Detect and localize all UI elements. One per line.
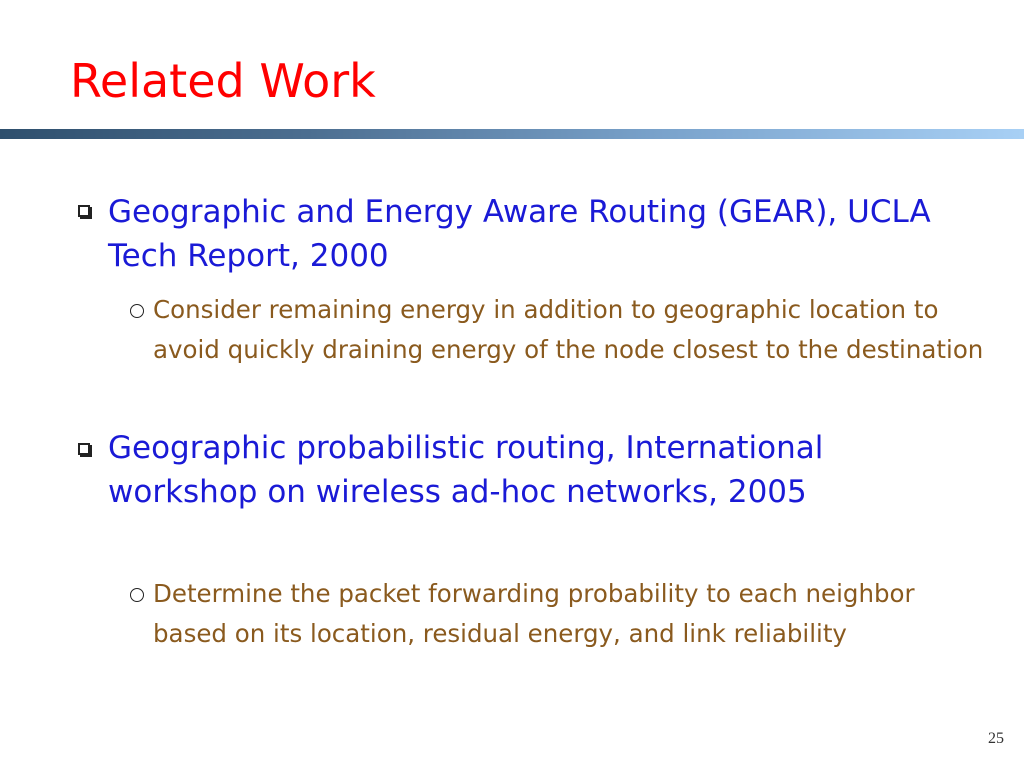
sub-bullet-text: Determine the packet forwarding probability to each neighbor based on its location, residual energy, and link reliability xyxy=(153,579,915,648)
bullet-text: Geographic and Energy Aware Routing (GEAR), UCLA Tech Report, 2000 xyxy=(108,194,931,274)
circle-bullet-icon xyxy=(130,588,144,602)
sub-bullet-text: Consider remaining energy in addition to geographic location to avoid quickly draining energy of the node closest to the destination xyxy=(153,295,984,364)
square-bullet-icon xyxy=(78,205,90,217)
slide-title: Related Work xyxy=(70,54,376,108)
square-bullet-icon xyxy=(78,443,90,455)
page-number: 25 xyxy=(988,730,1004,747)
bullet-text: Geographic probabilistic routing, International workshop on wireless ad-hoc networks, 2005 xyxy=(108,430,824,510)
circle-bullet-icon xyxy=(130,304,144,318)
